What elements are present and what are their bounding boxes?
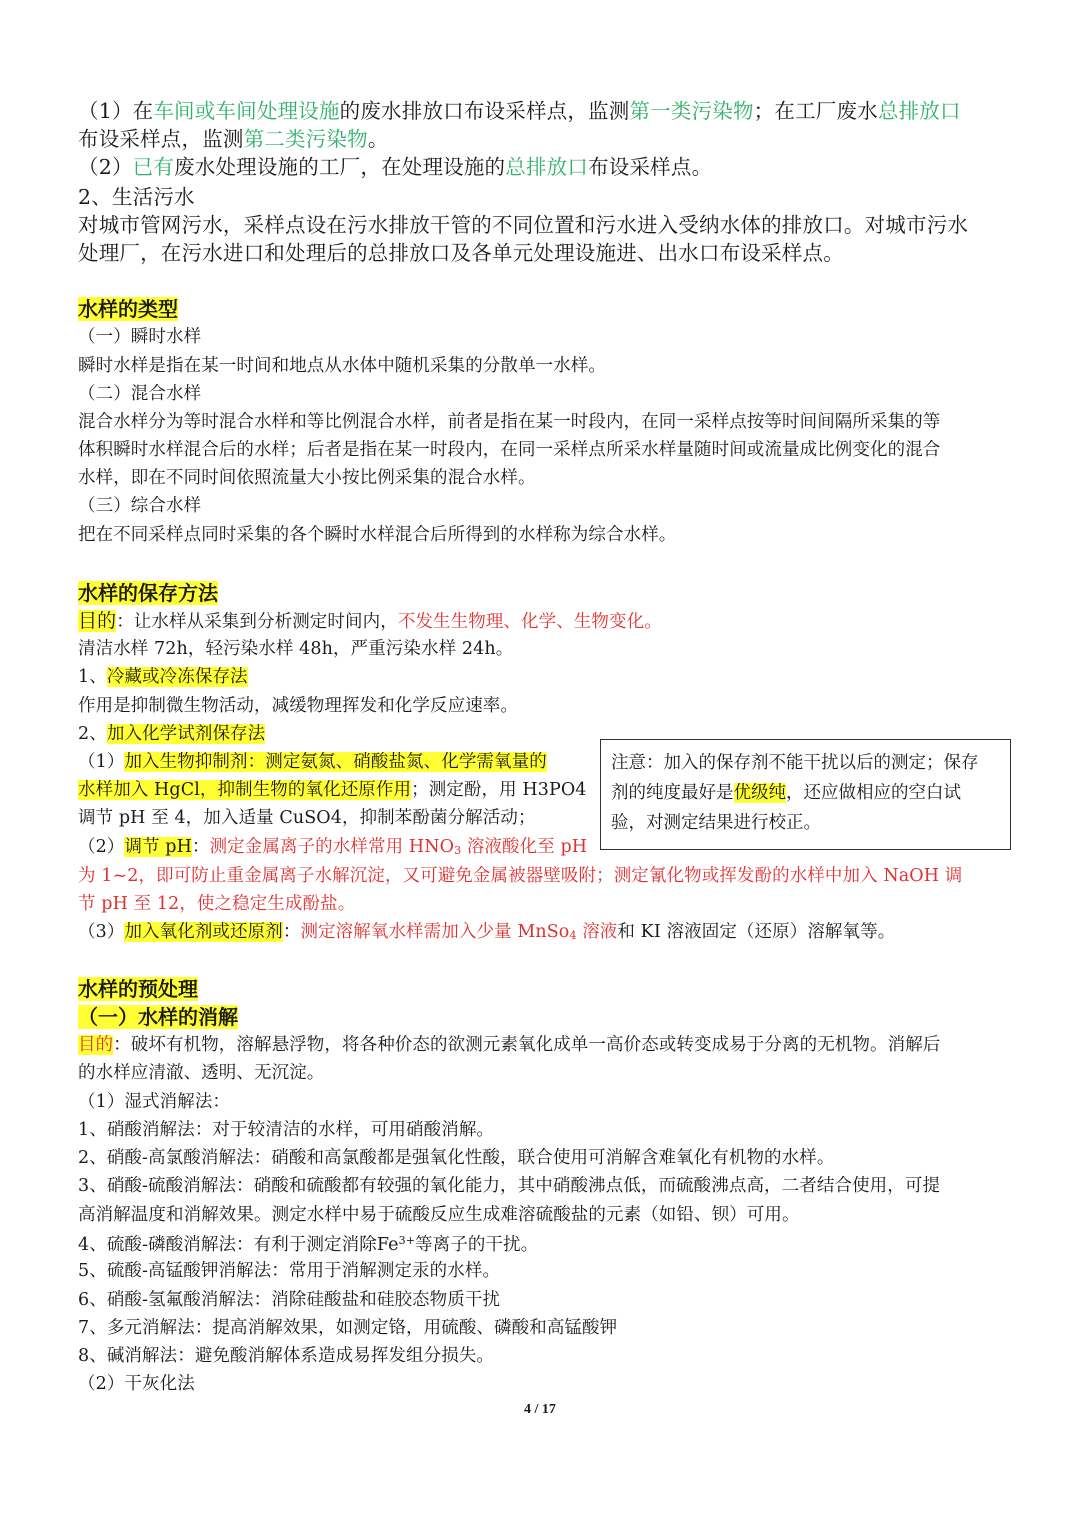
text: 剂的纯度最好是 bbox=[611, 783, 734, 803]
note-line-2 bbox=[611, 778, 1000, 808]
purpose-label: 目的 bbox=[78, 610, 117, 632]
purpose-label: 目的 bbox=[78, 1035, 114, 1055]
note-line-1: 注意：加入的保存剂不能干扰以后的测定；保存 bbox=[611, 753, 979, 773]
red-text: 测定金属离子的水样常用 HNO bbox=[209, 837, 455, 857]
preserve-a1-line-1 bbox=[78, 754, 547, 772]
highlighted-title: 水样的类型 bbox=[78, 297, 178, 321]
green-text: 第二类污染物 bbox=[243, 127, 368, 151]
pretreat-title bbox=[78, 979, 198, 999]
industrial-line-3 bbox=[78, 157, 712, 178]
types-t2: （二）混合水样 bbox=[78, 384, 202, 404]
green-text: 已有 bbox=[132, 155, 175, 179]
text: ；在工厂废水 bbox=[753, 99, 878, 123]
domestic-heading: 2、生活污水 bbox=[78, 185, 195, 209]
text: （1）在 bbox=[78, 99, 154, 123]
pretreat-purpose-1 bbox=[78, 1037, 940, 1055]
highlighted-text: 加入氧化剂或还原剂 bbox=[124, 922, 283, 942]
types-p2b: 体积瞬时水样混合后的水样；后者是指在某一时段内，在同一采样点所采水样量随时间或流量成比例变化的混合 bbox=[78, 440, 941, 460]
pretreat-item-5: 5、硫酸-高锰酸钾消解法：常用于消解测定汞的水样。 bbox=[78, 1261, 501, 1281]
highlighted-text: 优级纯 bbox=[733, 783, 786, 803]
green-text: 车间或车间处理设施 bbox=[153, 99, 340, 123]
types-p2c: 水样，即在不同时间依照流量大小按比例采集的混合水样。 bbox=[78, 468, 536, 488]
green-text: 总排放口 bbox=[877, 99, 961, 123]
domestic-line-2: 处理厂，在污水进口和处理后的总排放口及各单元处理设施进、出水口布设采样点。 bbox=[78, 241, 844, 265]
highlighted-title: 水样的预处理 bbox=[78, 977, 198, 1001]
text: 2、 bbox=[78, 724, 107, 744]
preserve-m1 bbox=[78, 669, 248, 687]
types-p1: 瞬时水样是指在某一时间和地点从水体中随机采集的分散单一水样。 bbox=[78, 356, 606, 376]
preserve-m1-desc: 作用是抑制微生物活动，减缓物理挥发和化学反应速率。 bbox=[78, 696, 518, 716]
pretreat-purpose-2: 的水样应清澈、透明、无沉淀。 bbox=[78, 1063, 325, 1083]
highlighted-text: 水样加入 HgCl，抑制生物的氧化还原作用 bbox=[78, 780, 412, 800]
pretreat-item-7: 7、多元消解法：提高消解效果，如测定铬，用硫酸、磷酸和高锰酸钾 bbox=[78, 1318, 618, 1338]
preserve-title bbox=[78, 583, 218, 603]
text: 的废水排放口布设采样点，监测 bbox=[339, 99, 630, 123]
superscript: 3+ bbox=[398, 1234, 416, 1247]
pretreat-item-1: 1、硝酸消解法：对于较清洁的水样，可用硝酸消解。 bbox=[78, 1120, 495, 1140]
preserve-a1-line-3: 调节 pH 至 4，加入适量 CuSO4，抑制苯酚菌分解活动； bbox=[78, 808, 536, 828]
pretreat-item-4 bbox=[78, 1235, 538, 1255]
pretreat-subtitle bbox=[78, 1007, 238, 1027]
highlighted-title: 水样的保存方法 bbox=[78, 581, 218, 605]
text: ： bbox=[282, 922, 301, 942]
text: 布设采样点。 bbox=[588, 155, 713, 179]
subscript: 3 bbox=[454, 844, 462, 857]
subscript: 4 bbox=[569, 929, 577, 942]
text: （1） bbox=[78, 752, 125, 772]
text: ；测定酚，用 H3PO4 bbox=[411, 780, 587, 800]
text: 废水处理设施的工厂，在处理设施的 bbox=[174, 155, 506, 179]
red-text: 测定溶解氧水样需加入少量 MnSo bbox=[300, 922, 570, 942]
pretreat-item-2: 2、硝酸-高氯酸消解法：硝酸和高氯酸都是强氧化性酸，联合使用可消解含难氧化有机物的水样。 bbox=[78, 1148, 835, 1168]
text: ：破坏有机物，溶解悬浮物，将各种价态的欲测元素氧化成单一高价态或转变成易于分离的无机物。消解后 bbox=[113, 1035, 941, 1055]
text: ，还应做相应的空白试 bbox=[786, 783, 961, 803]
preserve-a2-line-1 bbox=[78, 839, 587, 857]
types-title bbox=[78, 299, 178, 319]
green-text: 总排放口 bbox=[505, 155, 589, 179]
industrial-line-2 bbox=[78, 129, 389, 150]
types-p2a: 混合水样分为等时混合水样和等比例混合水样，前者是指在某一时段内，在同一采样点按等时间间隔所采集的等 bbox=[78, 412, 941, 432]
text: 布设采样点，监测 bbox=[78, 127, 244, 151]
preserve-m2 bbox=[78, 726, 265, 744]
text: 4、硫酸-磷酸消解法：有利于测定消除Fe bbox=[78, 1235, 399, 1255]
preserve-a1-line-2 bbox=[78, 782, 587, 800]
preserve-a2-line-2: 为 1~2，即可防止重金属离子水解沉淀，又可避免金属被器壁吸附；测定氰化物或挥发酚的水样中加入 NaOH 调 bbox=[78, 866, 963, 886]
pretreat-item-3b: 高消解温度和消解效果。测定水样中易于硫酸反应生成难溶硫酸盐的元素（如铅、钡）可用。 bbox=[78, 1205, 800, 1225]
highlighted-title: （一）水样的消解 bbox=[78, 1005, 238, 1029]
red-text: 溶液 bbox=[576, 922, 618, 942]
preserve-a3 bbox=[78, 924, 895, 942]
highlighted-text: 冷藏或冷冻保存法 bbox=[106, 667, 248, 687]
pretreat-item-6: 6、硝酸-氢氟酸消解法：消除硅酸盐和硅胶态物质干扰 bbox=[78, 1290, 501, 1310]
text: 和 KI 溶液固定（还原）溶解氧等。 bbox=[617, 922, 896, 942]
page-number: 4 / 17 bbox=[524, 1402, 556, 1417]
note-box bbox=[600, 739, 1011, 850]
text: ： bbox=[191, 837, 210, 857]
industrial-line-1 bbox=[78, 101, 961, 122]
note-line-3: 验，对测定结果进行校正。 bbox=[611, 813, 821, 833]
pretreat-wet: （1）湿式消解法： bbox=[78, 1092, 231, 1112]
green-text: 第一类污染物 bbox=[629, 99, 754, 123]
text: 1、 bbox=[78, 667, 107, 687]
types-t1: （一）瞬时水样 bbox=[78, 327, 202, 347]
text: （2） bbox=[78, 837, 125, 857]
red-text: 不发生生物理、化学、生物变化。 bbox=[397, 612, 662, 632]
pretreat-item-8: 8、碱消解法：避免酸消解体系造成易挥发组分损失。 bbox=[78, 1346, 495, 1366]
domestic-line-1: 对城市管网污水，采样点设在污水排放干管的不同位置和污水进入受纳水体的排放口。对城市污水 bbox=[78, 213, 969, 237]
highlighted-text: 调节 pH bbox=[124, 837, 192, 857]
types-t3: （三）综合水样 bbox=[78, 496, 202, 516]
preserve-a2-line-3: 节 pH 至 12，使之稳定生成酚盐。 bbox=[78, 894, 356, 914]
preserve-purpose bbox=[78, 612, 662, 632]
pretreat-dry: （2）干灰化法 bbox=[78, 1374, 195, 1394]
text: 。 bbox=[367, 127, 389, 151]
red-text: 溶液酸化至 pH bbox=[461, 837, 588, 857]
text: （2） bbox=[78, 155, 133, 179]
highlighted-text: 加入化学试剂保存法 bbox=[106, 724, 266, 744]
highlighted-text: 加入生物抑制剂：测定氨氮、硝酸盐氮、化学需氧量的 bbox=[124, 752, 547, 772]
text: ：让水样从采集到分析测定时间内， bbox=[116, 612, 398, 632]
text: 等离子的干扰。 bbox=[415, 1235, 539, 1255]
pretreat-item-3a: 3、硝酸-硫酸消解法：硝酸和硫酸都有较强的氧化能力，其中硝酸沸点低，而硫酸沸点高，二者结合使用，可提 bbox=[78, 1176, 941, 1196]
types-p3: 把在不同采样点同时采集的各个瞬时水样混合后所得到的水样称为综合水样。 bbox=[78, 525, 677, 545]
preserve-times: 清洁水样 72h，轻污染水样 48h，严重污染水样 24h。 bbox=[78, 639, 514, 659]
text: （3） bbox=[78, 922, 125, 942]
